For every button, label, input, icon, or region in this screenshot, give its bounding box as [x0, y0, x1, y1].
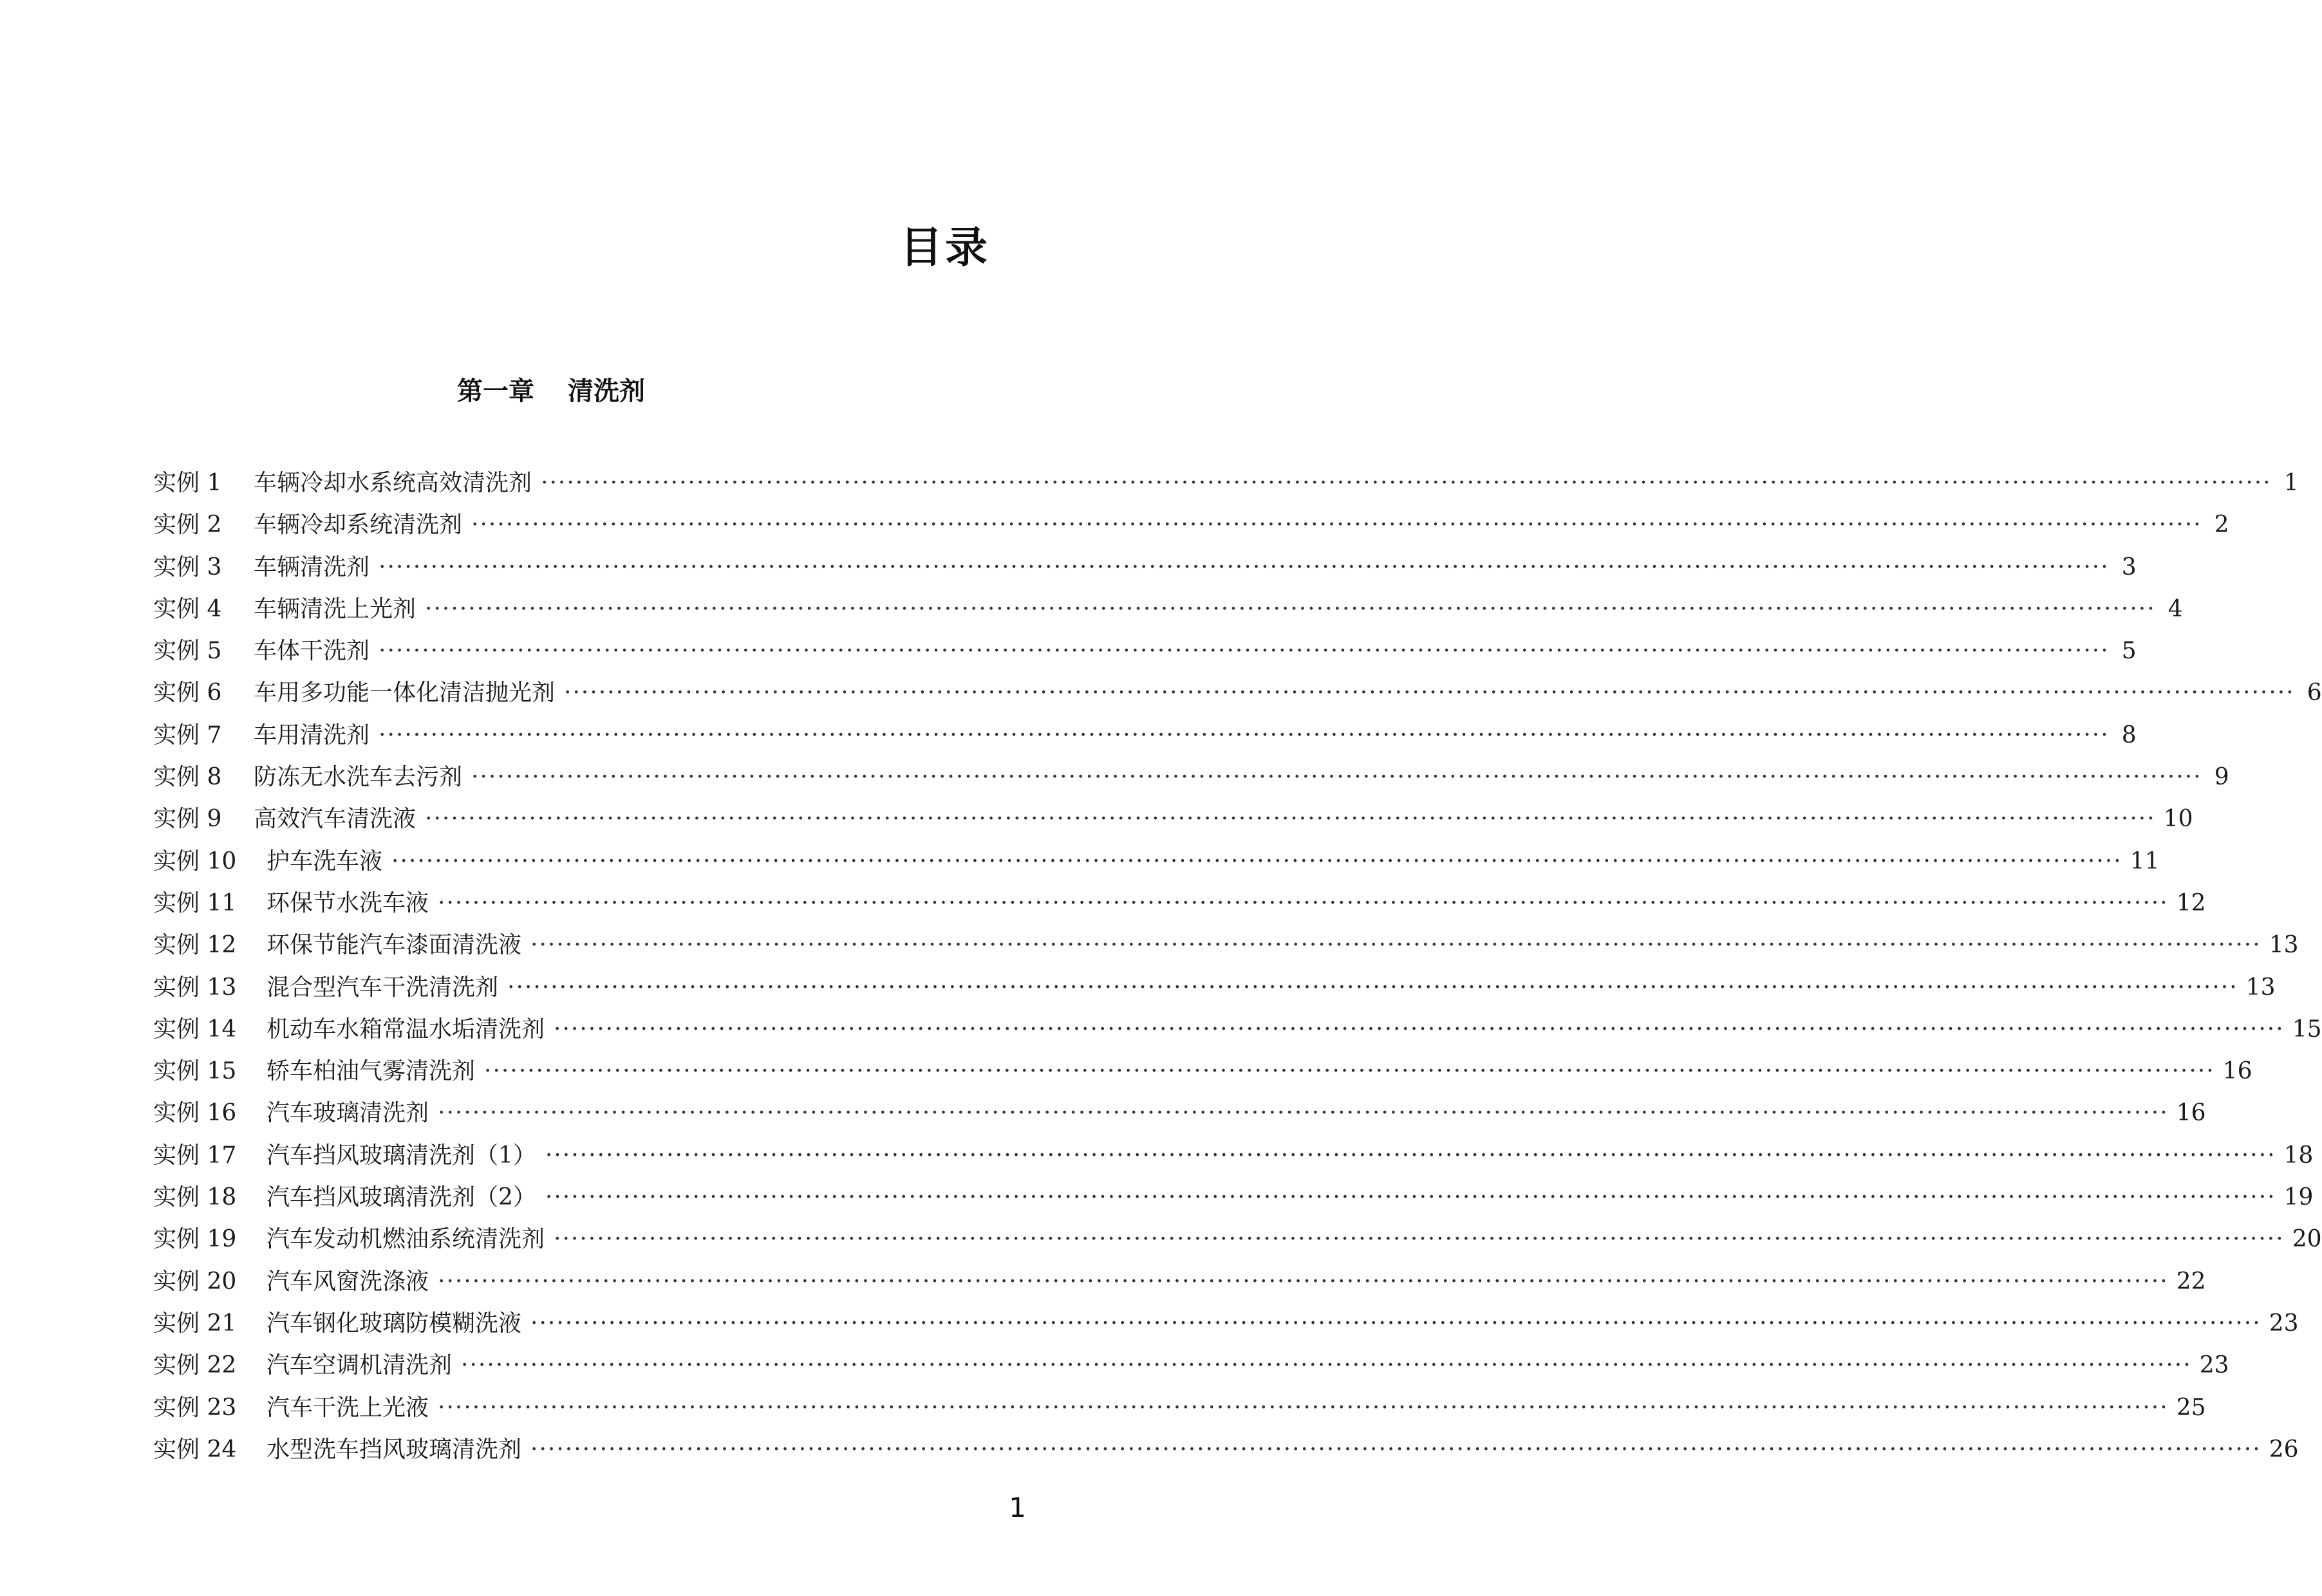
entry-page: 20	[2292, 1226, 2322, 1253]
entry-title: 车体干洗剂	[254, 638, 370, 665]
dot-leader: ········································································································································································································	[471, 764, 2202, 791]
chapter-name: 清洗剂	[568, 376, 645, 406]
entry-page: 18	[2283, 1142, 2314, 1169]
dot-leader: ········································································································································································································	[438, 889, 2169, 916]
entry-label: 实例 1	[153, 470, 222, 496]
entry-page: 2	[2214, 512, 2229, 539]
entry-label: 实例 16	[153, 1100, 237, 1127]
dot-leader: ········································································································································································································	[461, 1352, 2192, 1379]
dot-leader: ········································································································································································································	[471, 512, 2202, 539]
dot-leader: ········································································································································································································	[530, 932, 2261, 959]
entry-label: 实例 5	[153, 638, 222, 665]
entry-title: 车用多功能一体化清洁抛光剂	[254, 680, 556, 707]
entry-label: 实例 8	[153, 764, 222, 791]
entry-page: 16	[2176, 1100, 2206, 1127]
dot-leader: ········································································································································································································	[545, 1142, 2276, 1169]
entry-title: 高效汽车清洗液	[254, 806, 417, 833]
toc-entry[interactable]	[153, 1176, 2314, 1218]
entry-label: 实例 2	[153, 512, 222, 539]
entry-title: 车辆冷却系统清洗剂	[254, 512, 463, 539]
toc-entry[interactable]	[153, 546, 2137, 588]
entry-title: 防冻无水洗车去污剂	[254, 764, 463, 791]
dot-leader: ········································································································································································································	[438, 1394, 2169, 1421]
entry-page: 13	[2269, 932, 2299, 959]
entry-page: 9	[2214, 764, 2229, 791]
entry-page: 10	[2163, 806, 2193, 833]
entry-page: 1	[2283, 470, 2299, 496]
entry-title: 环保节能汽车漆面清洗液	[267, 932, 522, 959]
toc-entry[interactable]	[153, 504, 2229, 546]
toc-entry[interactable]	[153, 840, 2160, 882]
entry-label: 实例 4	[153, 595, 222, 622]
toc-entry[interactable]	[153, 1429, 2299, 1471]
dot-leader: ········································································································································································································	[379, 553, 2110, 580]
entry-title: 汽车干洗上光液	[267, 1394, 429, 1421]
entry-label: 实例 21	[153, 1310, 237, 1337]
entry-label: 实例 20	[153, 1268, 237, 1295]
toc-entry[interactable]	[153, 1092, 2206, 1134]
page-number: 1	[1009, 1492, 1026, 1523]
entry-label: 实例 13	[153, 974, 237, 1001]
toc-entry[interactable]	[153, 630, 2137, 672]
dot-leader: ········································································································································································································	[438, 1268, 2169, 1295]
toc-entry[interactable]	[153, 588, 2183, 630]
entry-page: 22	[2176, 1268, 2206, 1295]
entry-label: 实例 15	[153, 1058, 237, 1085]
entry-page: 11	[2130, 848, 2160, 875]
dot-leader: ········································································································································································································	[438, 1100, 2169, 1127]
dot-leader: ········································································································································································································	[507, 974, 2238, 1001]
toc-entry[interactable]	[153, 714, 2137, 756]
toc-entry[interactable]	[153, 967, 2276, 1008]
entry-title: 车辆清洗上光剂	[254, 595, 417, 622]
dot-leader: ········································································································································································································	[564, 680, 2295, 707]
entry-label: 实例 14	[153, 1016, 237, 1043]
dot-leader: ········································································································································································································	[554, 1016, 2285, 1043]
entry-page: 15	[2292, 1016, 2322, 1043]
entry-title: 护车洗车液	[267, 848, 383, 875]
entry-label: 实例 22	[153, 1352, 237, 1379]
toc-list	[153, 462, 2322, 1471]
toc-entry[interactable]	[153, 1218, 2322, 1260]
dot-leader: ········································································································································································································	[391, 848, 2122, 875]
entry-title: 机动车水箱常温水垢清洗剂	[267, 1016, 545, 1043]
dot-leader: ········································································································································································································	[554, 1226, 2285, 1253]
toc-entry[interactable]	[153, 1135, 2314, 1176]
entry-page: 5	[2121, 638, 2137, 665]
entry-label: 实例 12	[153, 932, 237, 959]
entry-title: 车辆冷却水系统高效清洗剂	[254, 470, 532, 496]
entry-title: 汽车玻璃清洗剂	[267, 1100, 429, 1127]
entry-title: 汽车空调机清洗剂	[267, 1352, 453, 1379]
entry-page: 25	[2176, 1394, 2206, 1421]
toc-entry[interactable]	[153, 1008, 2322, 1050]
toc-entry[interactable]	[153, 798, 2193, 840]
entry-page: 26	[2269, 1436, 2299, 1463]
entry-label: 实例 11	[153, 889, 237, 916]
entry-label: 实例 17	[153, 1142, 237, 1169]
entry-title: 汽车发动机燃油系统清洗剂	[267, 1226, 545, 1253]
entry-label: 实例 9	[153, 806, 222, 833]
dot-leader: ········································································································································································································	[541, 470, 2272, 496]
entry-title: 水型洗车挡风玻璃清洗剂	[267, 1436, 522, 1463]
entry-page: 6	[2307, 680, 2322, 707]
entry-page: 23	[2269, 1310, 2299, 1337]
toc-entry[interactable]	[153, 1261, 2206, 1303]
dot-leader: ········································································································································································································	[379, 638, 2110, 665]
entry-label: 实例 3	[153, 553, 222, 580]
entry-page: 12	[2176, 889, 2206, 916]
dot-leader: ········································································································································································································	[545, 1184, 2276, 1211]
toc-entry[interactable]	[153, 1344, 2229, 1386]
entry-label: 实例 23	[153, 1394, 237, 1421]
toc-entry[interactable]	[153, 924, 2299, 966]
entry-title: 车用清洗剂	[254, 721, 370, 748]
toc-entry[interactable]	[153, 756, 2229, 798]
chapter-number: 第一章	[457, 376, 534, 406]
entry-page: 13	[2245, 974, 2276, 1001]
toc-entry[interactable]	[153, 462, 2299, 504]
entry-title: 汽车挡风玻璃清洗剂（1）	[267, 1142, 536, 1169]
entry-label: 实例 6	[153, 680, 222, 707]
toc-entry[interactable]	[153, 672, 2322, 714]
entry-title: 汽车钢化玻璃防模糊洗液	[267, 1310, 522, 1337]
entry-label: 实例 7	[153, 721, 222, 748]
entry-page: 16	[2222, 1058, 2252, 1085]
entry-title: 混合型汽车干洗清洗剂	[267, 974, 499, 1001]
entry-page: 3	[2121, 553, 2137, 580]
entry-title: 车辆清洗剂	[254, 553, 370, 580]
entry-page: 19	[2283, 1184, 2314, 1211]
entry-page: 23	[2199, 1352, 2229, 1379]
entry-label: 实例 10	[153, 848, 237, 875]
entry-title: 环保节水洗车液	[267, 889, 429, 916]
entry-page: 8	[2121, 721, 2137, 748]
toc-entry[interactable]	[153, 1050, 2252, 1092]
dot-leader: ········································································································································································································	[530, 1310, 2261, 1337]
toc-entry[interactable]	[153, 1387, 2206, 1429]
dot-leader: ········································································································································································································	[425, 806, 2156, 833]
entry-page: 4	[2168, 595, 2183, 622]
toc-heading: 目录	[900, 223, 990, 272]
entry-title: 汽车风窗洗涤液	[267, 1268, 429, 1295]
dot-leader: ········································································································································································································	[530, 1436, 2261, 1463]
dot-leader: ········································································································································································································	[425, 595, 2156, 622]
entry-label: 实例 18	[153, 1184, 237, 1211]
entry-title: 轿车柏油气雾清洗剂	[267, 1058, 476, 1085]
entry-label: 实例 19	[153, 1226, 237, 1253]
entry-title: 汽车挡风玻璃清洗剂（2）	[267, 1184, 536, 1211]
toc-entry[interactable]	[153, 882, 2206, 924]
chapter-title	[0, 378, 1102, 404]
entry-label: 实例 24	[153, 1436, 237, 1463]
dot-leader: ········································································································································································································	[379, 721, 2110, 748]
toc-entry[interactable]	[153, 1303, 2299, 1344]
dot-leader: ········································································································································································································	[484, 1058, 2215, 1085]
